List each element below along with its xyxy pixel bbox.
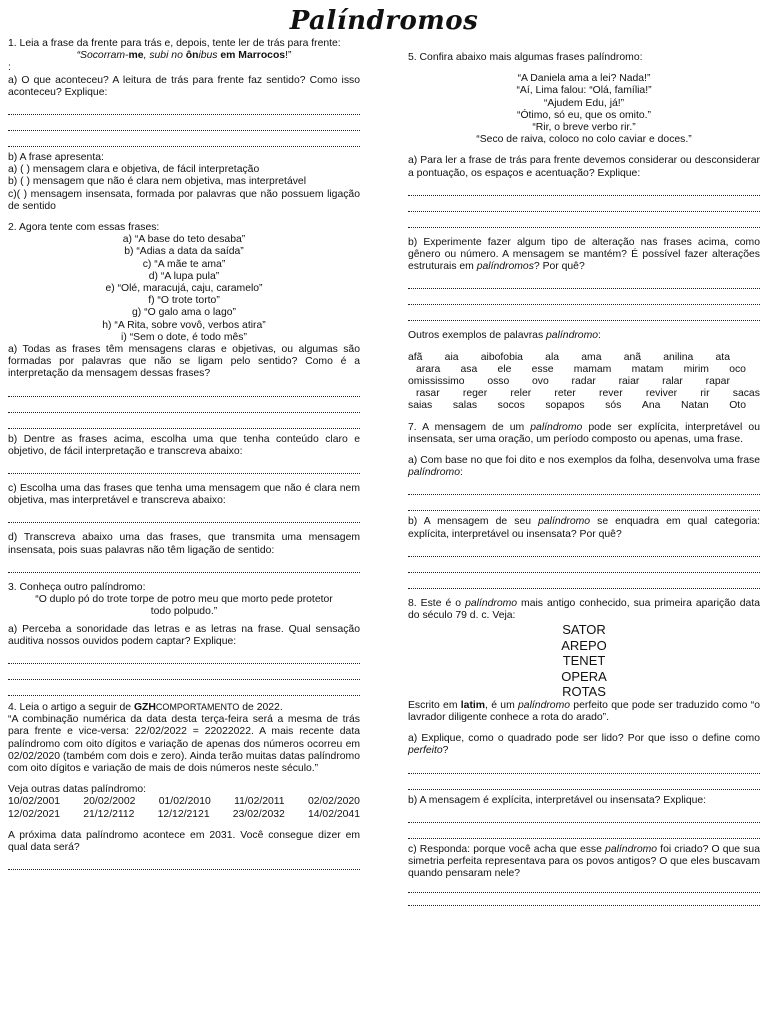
q1-a: a) O que aconteceu? A leitura de trás para frente faz sentido? Como isso aconteceu? Explique: (8, 74, 360, 98)
answer-line[interactable] (8, 557, 360, 573)
q5-intro: 5. Confira abaixo mais algumas frases palíndromo: (408, 52, 643, 63)
dates-row: 10/02/2001 20/02/2002 01/02/2010 11/02/2011 02/02/2020 (8, 796, 360, 808)
q5-phrase: “Ajudem Edu, já!” (543, 97, 625, 109)
answer-line[interactable] (8, 648, 360, 664)
answer-line[interactable] (8, 381, 360, 397)
answer-line[interactable] (408, 880, 760, 893)
q8-intro: 8. Este é o palíndromo mais antigo conhecido, sua primeira aparição data do século 79 d. c. Veja: (408, 597, 760, 622)
answer-line[interactable] (408, 557, 760, 573)
q4-question: A próxima data palíndromo acontece em 2031. Você consegue dizer em qual data será? (8, 829, 360, 853)
q5-phrase: “Seco de raiva, coloco no colo caviar e doces.” (476, 134, 692, 146)
q2-phrase: c) “A mãe te ama” (142, 258, 226, 270)
answer-line[interactable] (408, 180, 760, 196)
q5-a: a) Para ler a frase de trás para frente devemos considerar ou desconsiderar a pontuação, os espaços e acentuação? Explique: (408, 155, 760, 179)
q2-phrase: e) “Olé, maracujá, caju, caramelo” (105, 283, 263, 295)
q3-intro: 3. Conheça outro palíndromo: (8, 581, 146, 593)
q1-b-option-b[interactable]: b) ( ) mensagem que não é clara nem objetiva, mas interpretável (8, 176, 307, 188)
palindrome-words-row: arara asa ele esse mamam matam mirim oco (416, 363, 746, 375)
palindrome-words-row: rasar reger reler reter rever reviver rir sacas (416, 388, 760, 400)
q3-quote-line2: todo polpudo.” (150, 606, 218, 618)
answer-line[interactable] (408, 758, 760, 774)
answer-line[interactable] (408, 893, 760, 906)
answer-line[interactable] (408, 774, 760, 790)
q7-a: a) Com base no que foi dito e nos exemplos da folha, desenvolva uma frase palíndromo: (408, 455, 760, 479)
q1-b: b) A frase apresenta: (8, 152, 104, 164)
sator-square-line: ROTAS (562, 684, 606, 700)
q3-quote-line1: “O duplo pó do trote torpe de potro meu que morto pede protetor (35, 594, 333, 606)
answer-line[interactable] (8, 854, 360, 870)
q8-c: c) Responda: porque você acha que esse palíndromo foi criado? O que sua simetria perfeita representava para os povos antigos? O que eles buscavam quando pensaram nele? (408, 843, 760, 880)
answer-line[interactable] (408, 305, 760, 321)
q2-phrase: b) “Adias a data da saída” (124, 246, 244, 258)
answer-line[interactable] (408, 495, 760, 511)
q4-intro: 4. Leia o artigo a seguir de GZHCOMPORTAMENTO de 2022. (8, 701, 283, 713)
answer-line[interactable] (408, 479, 760, 495)
sator-square-line: TENET (562, 653, 606, 669)
q5-b: b) Experimente fazer algum tipo de alteração nas frases acima, como gênero ou número. A mensagem se mantém? É possível fazer alterações estruturais em palíndromos? Por quê? (408, 236, 760, 273)
q2-c: c) Escolha uma das frases que tenha uma mensagem que não é clara nem objetiva, mas interpretável e transcreva abaixo: (8, 483, 360, 507)
right-column (408, 38, 760, 906)
q4-other-dates: Veja outras datas palíndromo: (8, 784, 147, 796)
answer-line[interactable] (408, 541, 760, 557)
answer-line[interactable] (408, 273, 760, 289)
q2-phrase: f) “O trote torto” (148, 295, 220, 307)
answer-line[interactable] (8, 507, 360, 523)
left-column (8, 38, 360, 906)
answer-line[interactable] (8, 397, 360, 413)
answer-line[interactable] (408, 823, 760, 839)
sator-square-line: SATOR (562, 622, 606, 638)
q2-intro: 2. Agora tente com essas frases: (8, 222, 160, 234)
q2-phrase: h) “A Rita, sobre vovô, verbos atira” (102, 319, 266, 331)
q2-phrase: a) “A base do teto desaba” (122, 234, 246, 246)
q7-intro: 7. A mensagem de um palíndromo pode ser explícita, interpretável ou insensata, ser uma oração, um período composto ou apenas, uma frase. (408, 421, 760, 445)
q1-b-option-a[interactable]: a) ( ) mensagem clara e objetiva, de fácil interpretação (8, 164, 260, 176)
sator-square-line: AREPO (561, 637, 607, 653)
answer-line[interactable] (408, 289, 760, 305)
q2-a: a) Todas as frases têm mensagens claras e objetivas, ou algumas são formadas por palavras que não se ligam pelo sentido? Como é a interpretação da mensagem dessas frases? (8, 344, 360, 380)
q5-phrase: “Rir, o breve verbo rir.” (532, 122, 636, 134)
answer-line[interactable] (8, 680, 360, 696)
sator-square-line: OPERA (561, 668, 607, 684)
q3-a: a) Perceba a sonoridade das letras e as letras na frase. Qual sensação auditiva nossos ouvidos podem captar? Explique: (8, 623, 360, 647)
answer-line[interactable] (8, 664, 360, 680)
answer-line[interactable] (8, 115, 360, 131)
q2-d: d) Transcreva abaixo uma das frases, que transmita uma mensagem insensata, pois suas palavras não têm ligação de sentido: (8, 532, 360, 556)
q5-phrase: “A Daniela ama a lei? Nada!” (517, 73, 651, 85)
q8-a: a) Explique, como o quadrado pode ser lido? Por que isso o define como perfeito? (408, 733, 760, 757)
answer-line[interactable] (8, 131, 360, 147)
dates-row: 12/02/2021 21/12/2112 12/12/2121 23/02/2032 14/02/2041 (8, 808, 360, 820)
words-intro: Outros exemplos de palavras palíndromo: (408, 330, 601, 342)
answer-line[interactable] (8, 99, 360, 115)
q5-phrase: “Ótimo, só eu, que os omito.” (517, 109, 651, 121)
palindrome-words-row: saias salas socos sopapos sós Ana Natan Oto (408, 400, 746, 412)
palindrome-words-row: afã aia aibofobia ala ama anã anilina ata (408, 351, 730, 363)
q2-phrase: g) “O galo ama o lago” (132, 307, 236, 319)
q2-b: b) Dentre as frases acima, escolha uma que tenha conteúdo claro e objetivo, de fácil interpretação e transcreva abaixo: (8, 433, 360, 457)
answer-line[interactable] (8, 458, 360, 474)
q1-b-option-c[interactable]: c)( ) mensagem insensata, formada por palavras que não possuem ligação de sentido (8, 188, 360, 212)
q7-b: b) A mensagem de seu palíndromo se enquadra em qual categoria: explícita, interpretável ou insensata? Por quê? (408, 516, 760, 540)
sator-square (408, 622, 760, 700)
q8-latin: Escrito em latim, é um palíndromo perfeito que pode ser traduzido como “o lavrador diligente conhece a rota do arado”. (408, 699, 760, 723)
q2-phrase: i) “Sem o dote, é todo mês” (121, 331, 247, 343)
q1-quote: “Socorram-me, subi no ônibus em Marrocos!” (76, 50, 292, 62)
q1-colon: : (8, 62, 11, 74)
q2-phrase: d) “A lupa pula” (148, 270, 220, 282)
q8-b: b) A mensagem é explícita, interpretável ou insensata? Explique: (408, 794, 707, 806)
q4-article: “A combinação numérica da data desta terça-feira será a mesma de trás para frente e vice-versa: 22/02/2022 = 22022022. A mais recente data palíndromo com oito dígitos e variação de apenas dos números ocorreu em 02/02/2020 (também com dois e zero). Ainda terão muitas datas palíndromo com oito dígitos e variação de mais de dois números neste século.” (8, 714, 360, 774)
q5-phrase: “Aí, Lima falou: “Olá, família!” (516, 85, 652, 97)
answer-line[interactable] (408, 807, 760, 823)
palindrome-words-row: omississimo osso ovo radar raiar ralar rapar (408, 376, 730, 388)
answer-line[interactable] (408, 573, 760, 589)
q1-intro: 1. Leia a frase da frente para trás e, depois, tente ler de trás para frente: (8, 38, 341, 49)
answer-line[interactable] (8, 413, 360, 429)
page-title: Palíndromos (289, 6, 479, 36)
answer-line[interactable] (408, 196, 760, 212)
answer-line[interactable] (408, 212, 760, 228)
